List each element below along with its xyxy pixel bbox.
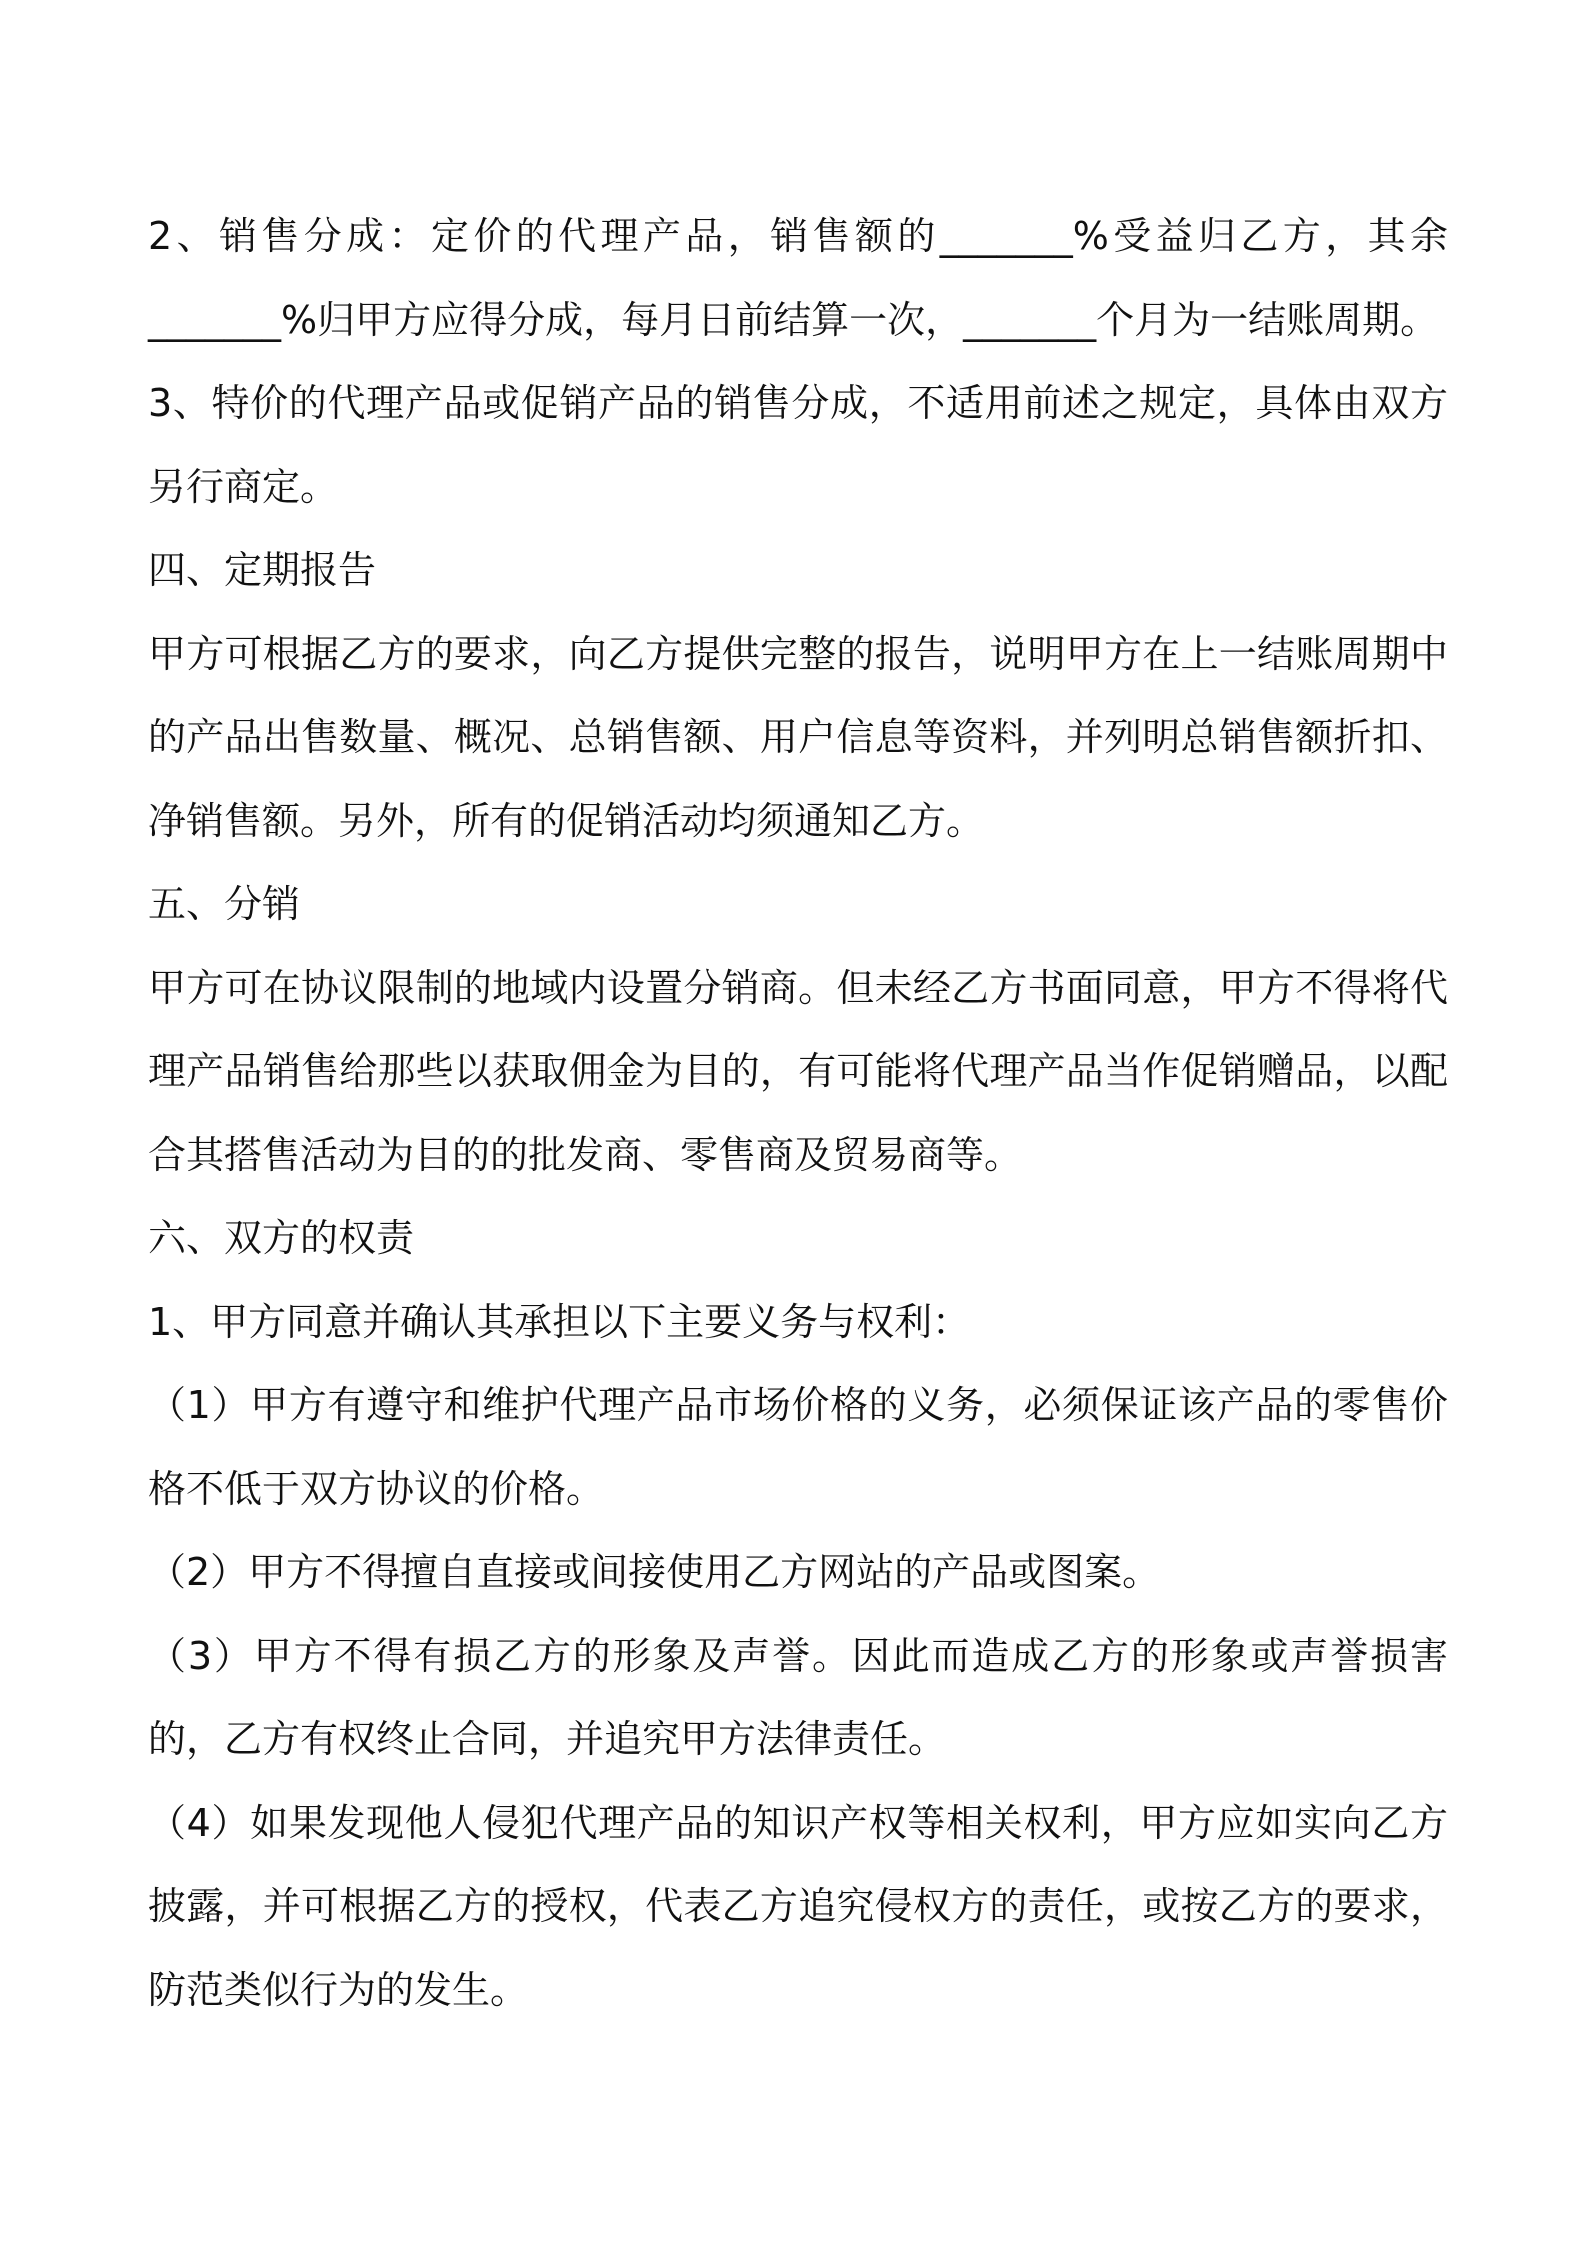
rights-item-3: （3）甲方不得有损乙方的形象及声誉。因此而造成乙方的形象或声誉损害的，乙方有权终止合同，并追究甲方法律责任。	[148, 1633, 1448, 1761]
rights-item-1: （1）甲方有遵守和维护代理产品市场价格的义务，必须保证该产品的零售价格不低于双方协议的价格。	[148, 1383, 1448, 1511]
section-heading-rights: 六、双方的权责	[148, 1216, 415, 1260]
regular-report-text: 甲方可根据乙方的要求，向乙方提供完整的报告，说明甲方在上一结账周期中的产品出售数量、概况、总销售额、用户信息等资料，并列明总销售额折扣、净销售额。另外，所有的促销活动均须通知乙方。	[148, 631, 1448, 843]
rights-item-4: （4）如果发现他人侵犯代理产品的知识产权等相关权利，甲方应如实向乙方披露，并可根据乙方的授权，代表乙方追究侵权方的责任，或按乙方的要求，防范类似行为的发生。	[148, 1800, 1448, 2012]
document-body	[148, 195, 1448, 2032]
clause-2-sales-share: 2、销售分成：定价的代理产品，销售额的_______%受益归乙方，其余_______%归甲方应得分成，每月日前结算一次，_______个月为一结账周期。	[148, 214, 1448, 342]
rights-item-2: （2）甲方不得擅自直接或间接使用乙方网站的产品或图案。	[148, 1550, 1161, 1594]
distribution-text: 甲方可在协议限制的地域内设置分销商。但未经乙方书面同意，甲方不得将代理产品销售给那些以获取佣金为目的，有可能将代理产品当作促销赠品，以配合其搭售活动为目的的批发商、零售商及贸易商等。	[148, 965, 1448, 1177]
rights-clause-1: 1、甲方同意并确认其承担以下主要义务与权利：	[148, 1299, 971, 1344]
section-heading-distribution: 五、分销	[148, 882, 301, 926]
clause-3-special-price: 3、特价的代理产品或促销产品的销售分成，不适用前述之规定，具体由双方另行商定。	[148, 381, 1448, 509]
section-heading-regular-report: 四、定期报告	[148, 548, 377, 592]
